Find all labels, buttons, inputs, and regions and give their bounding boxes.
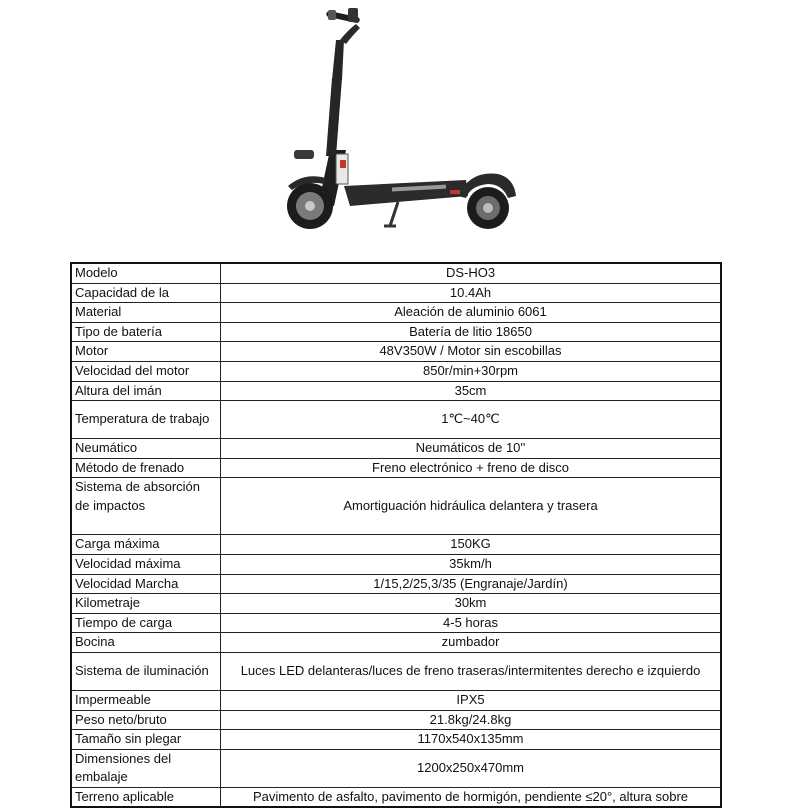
spec-value: 48V350W / Motor sin escobillas xyxy=(221,342,722,362)
spec-label: Terreno aplicable xyxy=(71,787,221,807)
spec-row xyxy=(71,554,721,574)
steering-stem xyxy=(326,78,342,156)
spec-row xyxy=(71,613,721,633)
deck xyxy=(344,180,468,206)
spec-row xyxy=(71,361,721,381)
handlebar xyxy=(340,24,360,44)
spec-value: 850r/min+30rpm xyxy=(221,361,722,381)
spec-label: Temperatura de trabajo xyxy=(71,401,221,439)
spec-row xyxy=(71,458,721,478)
spec-value: 35cm xyxy=(221,381,722,401)
spec-label: Tamaño sin plegar xyxy=(71,730,221,750)
spec-row xyxy=(71,594,721,614)
spec-row xyxy=(71,478,721,535)
spec-value: Aleación de aluminio 6061 xyxy=(221,303,722,323)
spec-row xyxy=(71,749,721,787)
spec-value: DS-HO3 xyxy=(221,263,722,283)
spec-label: Capacidad de la xyxy=(71,283,221,303)
spec-label: Kilometraje xyxy=(71,594,221,614)
spec-row xyxy=(71,633,721,653)
spec-label: Dimensiones del embalaje xyxy=(71,749,221,787)
spec-row xyxy=(71,322,721,342)
spec-label: Velocidad del motor xyxy=(71,361,221,381)
spec-value: 1170x540x135mm xyxy=(221,730,722,750)
spec-label: Velocidad Marcha xyxy=(71,574,221,594)
spec-label: Velocidad máxima xyxy=(71,554,221,574)
spec-row xyxy=(71,381,721,401)
spec-value: 35km/h xyxy=(221,554,722,574)
spec-row xyxy=(71,535,721,555)
spec-label: Bocina xyxy=(71,633,221,653)
rear-wheel xyxy=(467,187,509,229)
spec-label: Altura del imán xyxy=(71,381,221,401)
spec-row xyxy=(71,730,721,750)
spec-value: 1℃~40℃ xyxy=(221,401,722,439)
spec-row xyxy=(71,263,721,283)
spec-row xyxy=(71,342,721,362)
spec-row xyxy=(71,710,721,730)
spec-value: 21.8kg/24.8kg xyxy=(221,710,722,730)
spec-label: Tipo de batería xyxy=(71,322,221,342)
spec-label: Carga máxima xyxy=(71,535,221,555)
spec-value: 150KG xyxy=(221,535,722,555)
spec-value: Amortiguación hidráulica delantera y trasera xyxy=(221,478,722,535)
spec-label: Impermeable xyxy=(71,690,221,710)
spec-label: Peso neto/bruto xyxy=(71,710,221,730)
spec-label: Sistema de absorción de impactos xyxy=(71,478,221,535)
electric-scooter-photo xyxy=(270,0,530,240)
spec-row xyxy=(71,303,721,323)
spec-value: Neumáticos de 10'' xyxy=(221,439,722,459)
spec-row xyxy=(71,283,721,303)
spec-label: Neumático xyxy=(71,439,221,459)
spec-row xyxy=(71,574,721,594)
spec-label: Material xyxy=(71,303,221,323)
spec-row xyxy=(71,787,721,807)
spec-label: Tiempo de carga xyxy=(71,613,221,633)
spec-value: Batería de litio 18650 xyxy=(221,322,722,342)
headlight xyxy=(294,150,314,159)
spec-value: Pavimento de asfalto, pavimento de hormigón, pendiente ≤20°, altura sobre xyxy=(221,787,722,807)
spec-value: 1/15,2/25,3/35 (Engranaje/Jardín) xyxy=(221,574,722,594)
spec-value: 10.4Ah xyxy=(221,283,722,303)
spec-label: Motor xyxy=(71,342,221,362)
spec-value: Freno electrónico + freno de disco xyxy=(221,458,722,478)
spec-value: zumbador xyxy=(221,633,722,653)
spec-value: 30km xyxy=(221,594,722,614)
spec-row xyxy=(71,401,721,439)
spec-label: Sistema de iluminación xyxy=(71,652,221,690)
specifications-table xyxy=(70,262,722,808)
spec-row xyxy=(71,439,721,459)
spec-value: 1200x250x470mm xyxy=(221,749,722,787)
front-wheel xyxy=(287,183,333,229)
spec-value: Luces LED delanteras/luces de freno traseras/intermitentes derecho e izquierdo xyxy=(221,652,722,690)
spec-row xyxy=(71,690,721,710)
spec-value: 4-5 horas xyxy=(221,613,722,633)
spec-value: IPX5 xyxy=(221,690,722,710)
spec-label: Método de frenado xyxy=(71,458,221,478)
spec-label: Modelo xyxy=(71,263,221,283)
spec-row xyxy=(71,652,721,690)
